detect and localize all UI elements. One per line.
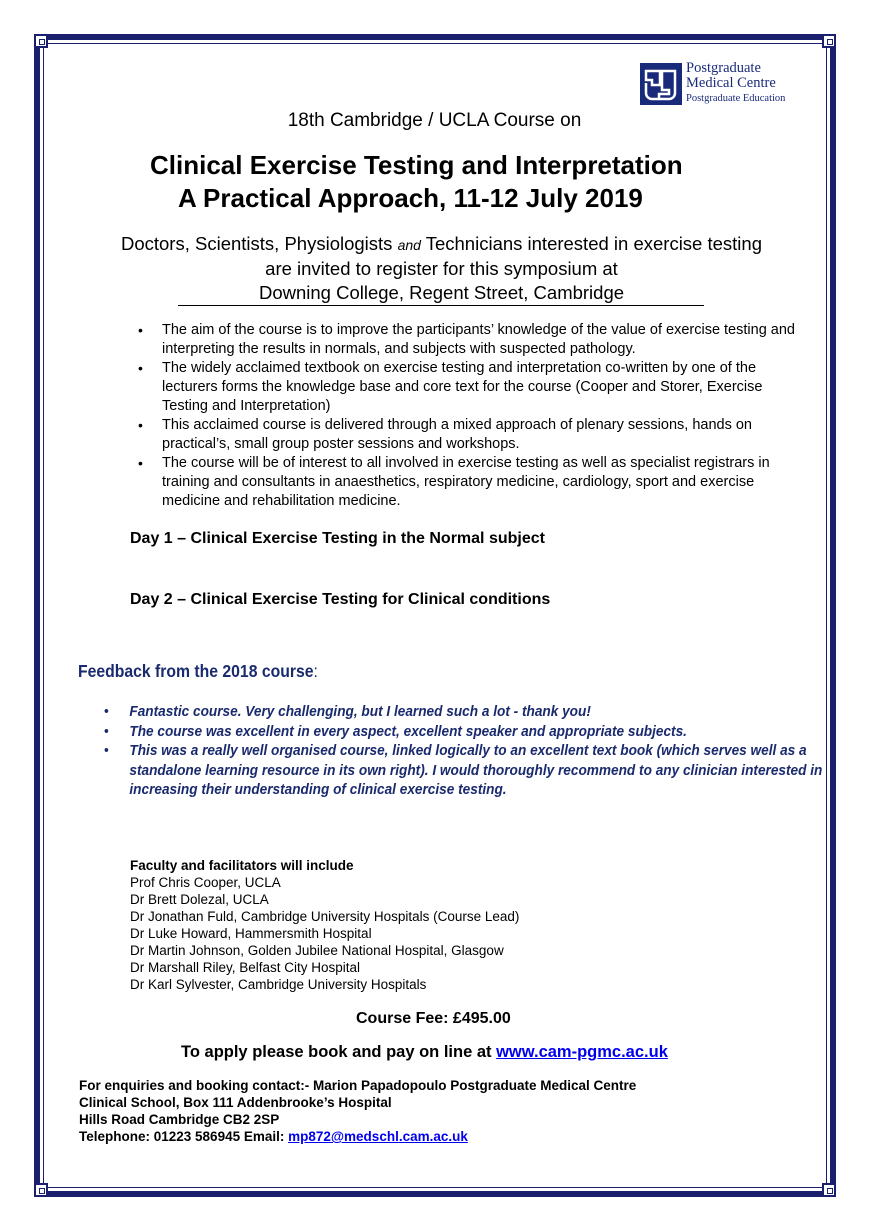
feedback-item: • This was a really well organised course, linked logically to an excellent text book (which serves well as a standalone learning resource in its own right). I would thoroughly recommend to any clinician interested in increasing their understanding of clinical exercise testing. bbox=[104, 742, 825, 801]
contact-line2: Clinical School, Box 111 Addenbrooke’s Hospital bbox=[79, 1095, 392, 1110]
faculty-member: Dr Martin Johnson, Golden Jubilee National Hospital, Glasgow bbox=[130, 943, 504, 958]
page-title bbox=[150, 149, 683, 215]
aim-item: • The course will be of interest to all involved in exercise testing as well as specialist registrars in training and consultants in anaesthetics, respiratory medicine, cardiology, sport and exercise medicine and rehabilitation medicine. bbox=[140, 454, 810, 511]
faculty-member: Dr Brett Dolezal, UCLA bbox=[130, 892, 269, 907]
feedback-heading bbox=[78, 661, 318, 682]
contact-line4 bbox=[79, 1128, 636, 1145]
invite-and: and bbox=[397, 237, 421, 253]
contact-line3: Hills Road Cambridge CB2 2SP bbox=[79, 1112, 280, 1127]
feedback-item: • Fantastic course. Very challenging, but I learned such a lot - thank you! bbox=[104, 703, 825, 723]
feedback-heading-colon: : bbox=[313, 661, 318, 681]
apply-line bbox=[181, 1043, 668, 1062]
invite-line1 bbox=[0, 232, 869, 257]
course-subtitle: 18th Cambridge / UCLA Course on bbox=[287, 110, 582, 131]
contact-block bbox=[79, 1077, 636, 1145]
course-aims-list bbox=[140, 321, 810, 511]
aim-item: • This acclaimed course is delivered through a mixed approach of plenary sessions, hands on practical’s, small group poster sessions and workshops. bbox=[140, 416, 810, 454]
faculty-member: Dr Jonathan Fuld, Cambridge University Hospitals (Course Lead) bbox=[130, 909, 520, 924]
email-link[interactable]: mp872@medschl.cam.ac.uk bbox=[288, 1129, 468, 1144]
faculty-section bbox=[130, 857, 519, 993]
title-line1: Clinical Exercise Testing and Interpretation bbox=[150, 150, 683, 180]
aim-item: • The widely acclaimed textbook on exercise testing and interpretation co-written by one of the lecturers forms the knowledge base and core text for the course (Cooper and Storer, Exercise Testing and Interpretation) bbox=[140, 359, 810, 416]
aim-item: • The aim of the course is to improve the participants’ knowledge of the value of exercise testing and interpreting the results in normals, and subjects with suspected pathology. bbox=[140, 321, 810, 359]
faculty-heading: Faculty and facilitators will include bbox=[130, 858, 354, 873]
feedback-item: • The course was excellent in every aspect, excellent speaker and appropriate subjects. bbox=[104, 723, 825, 743]
feedback-heading-text: Feedback from the 2018 course bbox=[78, 661, 314, 681]
border-corner-bottom-right bbox=[822, 1183, 836, 1197]
border-corner-bottom-left bbox=[34, 1183, 48, 1197]
contact-line1: For enquiries and booking contact:- Marion Papadopoulo Postgraduate Medical Centre bbox=[79, 1078, 637, 1093]
invite-line1-b: Technicians interested in exercise testing bbox=[420, 233, 762, 254]
day-2-heading: Day 2 – Clinical Exercise Testing for Clinical conditions bbox=[130, 591, 551, 608]
border-corner-top-right bbox=[822, 34, 836, 48]
invite-line1-a: Doctors, Scientists, Physiologists bbox=[120, 233, 398, 254]
logo-line3: Postgraduate Education bbox=[686, 93, 786, 104]
contact-phone: Telephone: 01223 586945 Email: bbox=[79, 1129, 289, 1144]
feedback-list bbox=[104, 703, 823, 801]
day-1-heading: Day 1 – Clinical Exercise Testing in the Normal subject bbox=[130, 530, 545, 547]
invite-line2: are invited to register for this symposium at bbox=[265, 258, 618, 279]
divider-rule bbox=[178, 305, 704, 306]
faculty-member: Dr Luke Howard, Hammersmith Hospital bbox=[130, 926, 372, 941]
faculty-member: Dr Karl Sylvester, Cambridge University Hospitals bbox=[130, 977, 427, 992]
logo-line2: Medical Centre bbox=[686, 75, 776, 91]
faculty-member: Dr Marshall Riley, Belfast City Hospital bbox=[130, 960, 361, 975]
pgmc-logo bbox=[640, 61, 785, 106]
course-fee: Course Fee: £495.00 bbox=[356, 1010, 511, 1027]
logo-line1: Postgraduate bbox=[686, 60, 761, 76]
pgmc-logo-icon bbox=[640, 63, 682, 105]
invitation-text bbox=[0, 232, 869, 305]
title-line2: A Practical Approach, 11-12 July 2019 bbox=[178, 183, 643, 213]
apply-text: To apply please book and pay on line at bbox=[181, 1043, 497, 1061]
faculty-member: Prof Chris Cooper, UCLA bbox=[130, 875, 281, 890]
pgmc-logo-text bbox=[686, 61, 785, 106]
border-corner-top-left bbox=[34, 34, 48, 48]
invite-line3: Downing College, Regent Street, Cambridge bbox=[258, 282, 625, 303]
website-link[interactable]: www.cam-pgmc.ac.uk bbox=[496, 1043, 668, 1061]
